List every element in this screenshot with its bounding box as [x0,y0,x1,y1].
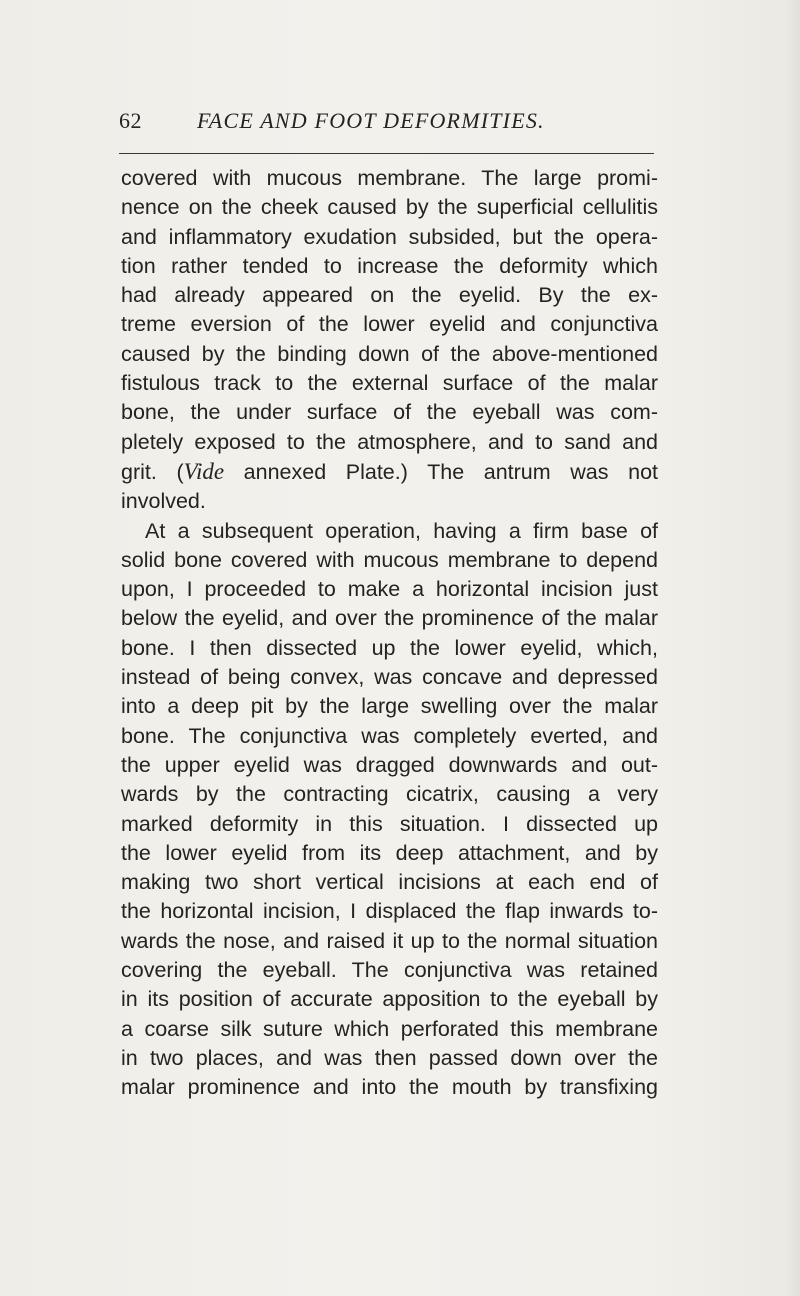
text-line: nence on the cheek caused by the superficial cellulitis [121,195,658,220]
body-text [121,164,658,1103]
text-line: wards the nose, and raised it up to the normal situation [121,928,658,953]
paragraph-end-line: involved. [121,489,206,514]
text-line: malar prominence and into the mouth by transfixing [121,1075,658,1100]
text-line: upon, I proceeded to make a horizontal incision just [121,577,658,602]
text-line: making two short vertical incisions at each end of [121,870,658,895]
text-line: the horizontal incision, I displaced the flap inwards to- [121,899,658,924]
text-line: marked deformity in this situation. I dissected up [121,811,658,836]
text-line: treme eversion of the lower eyelid and conjunctiva [121,312,658,337]
italic-vide: Vide [183,458,225,484]
text-line: in two places, and was then passed down over the [121,1045,658,1070]
text-segment: grit. ( [121,459,184,484]
text-line: into a deep pit by the large swelling over the malar [121,694,658,719]
paragraph-start-line: At a subsequent operation, having a firm base of [145,518,658,543]
text-line: caused by the binding down of the above-mentioned [121,341,658,366]
text-line: and inflammatory exudation subsided, but the opera- [121,224,658,249]
page-header [119,104,659,138]
text-line: a coarse silk suture which perforated this membrane [121,1016,658,1041]
text-line: the lower eyelid from its deep attachment, and by [121,840,658,865]
text-line: the upper eyelid was dragged downwards and out- [121,752,658,777]
running-title: FACE AND FOOT DEFORMITIES. [197,108,545,133]
text-line: solid bone covered with mucous membrane to depend [121,547,658,572]
text-line-vide [121,457,658,487]
text-line: pletely exposed to the atmosphere, and to sand and [121,429,658,454]
text-line: below the eyelid, and over the prominence of the malar [121,606,658,631]
text-line: in its position of accurate apposition to the eyeball by [121,987,658,1012]
text-line: had already appeared on the eyelid. By the ex- [121,283,658,308]
text-line: bone. I then dissected up the lower eyelid, which, [121,635,658,660]
text-line: covered with mucous membrane. The large promi- [121,166,658,190]
text-line: bone, the under surface of the eyeball was com- [121,400,658,425]
text-segment: annexed Plate.) The antrum was not [224,459,658,484]
text-line: tion rather tended to increase the deformity which [121,253,658,278]
text-line: instead of being convex, was concave and depressed [121,665,658,690]
text-line: wards by the contracting cicatrix, causing a very [121,782,658,807]
header-rule [119,153,654,154]
text-line: bone. The conjunctiva was completely everted, and [121,723,658,748]
page-number: 62 [119,108,142,133]
page-edge-shadow [786,0,800,1296]
text-line: fistulous track to the external surface of the malar [121,371,658,396]
text-line: covering the eyeball. The conjunctiva was retained [121,958,658,983]
